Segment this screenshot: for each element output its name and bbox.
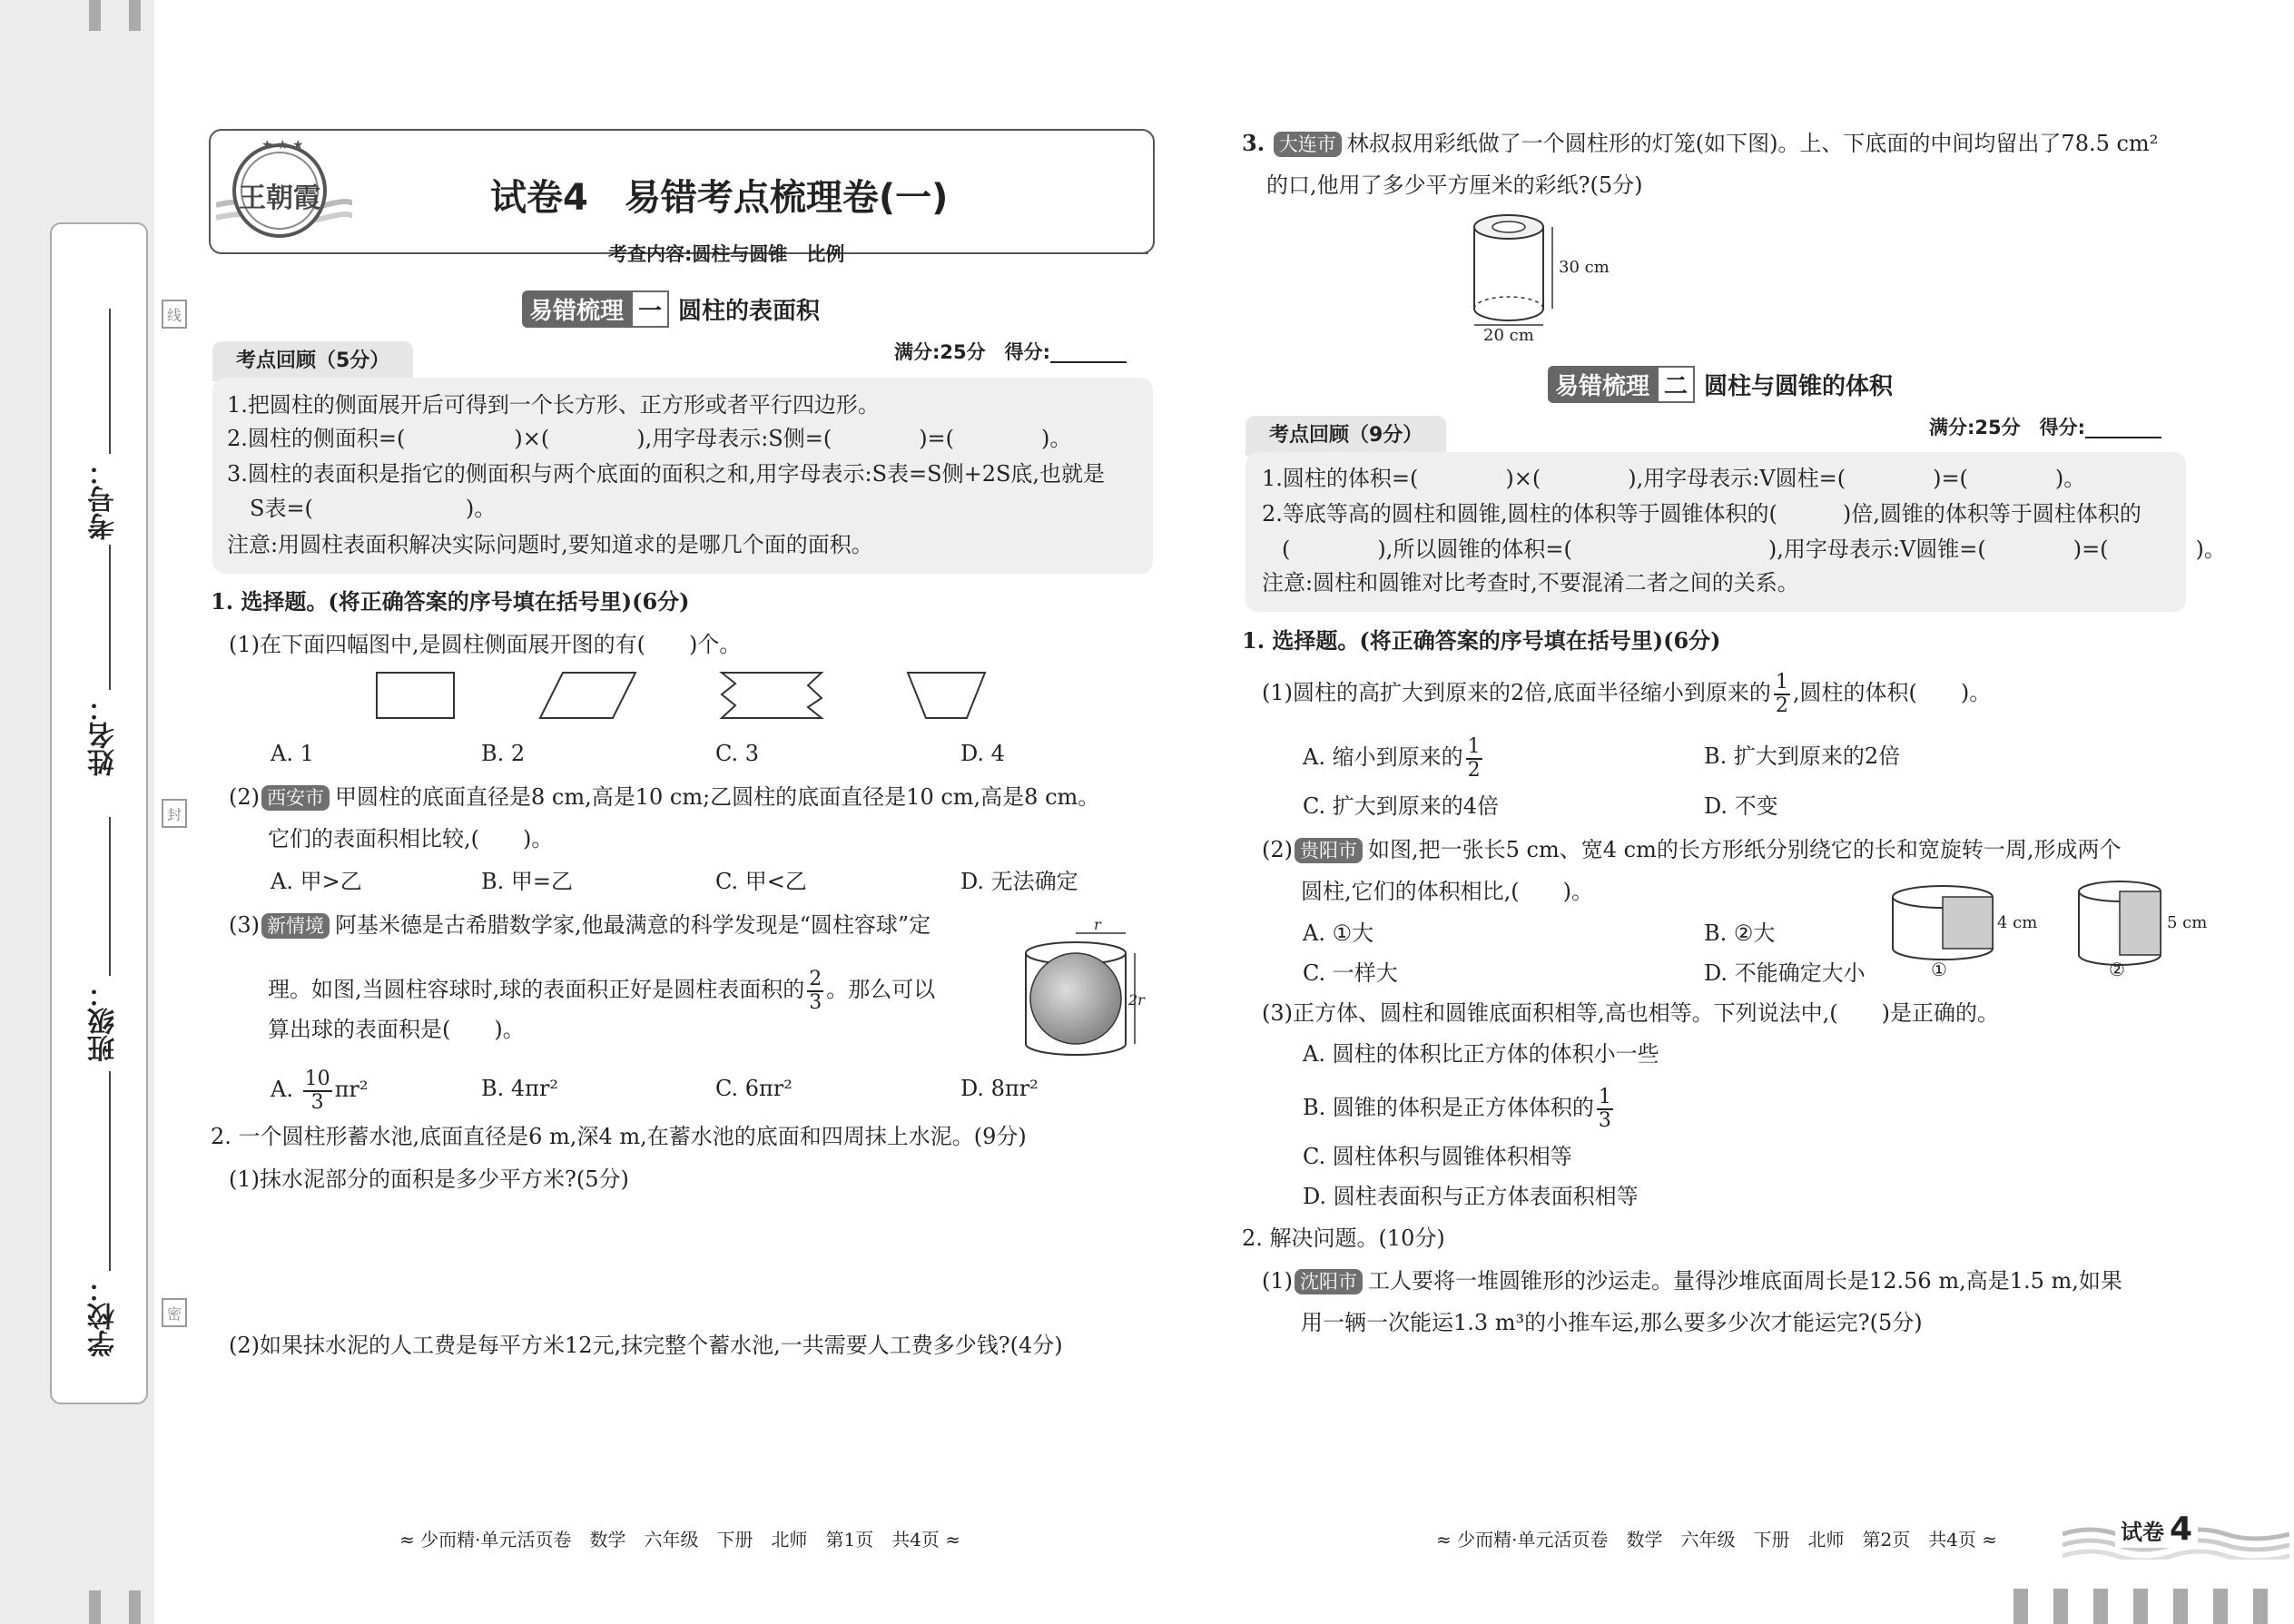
crop-mark	[129, 0, 141, 31]
fraction	[1597, 1087, 1613, 1132]
option[interactable]: C. 一样大	[1303, 960, 1398, 986]
cylinder-sphere-figure	[1021, 917, 1148, 1062]
question-text	[268, 962, 935, 1017]
numerator: 1	[1598, 1085, 1611, 1108]
question-text: (2) 西安市 甲圆柱的底面直径是8 cm,高是10 cm;乙圆柱的底面直径是10 cm,高是8 cm。	[229, 784, 1100, 810]
option[interactable]: D. 8πr²	[960, 1076, 1039, 1101]
option[interactable]: C. 圆柱体积与圆锥体积相等	[1303, 1144, 1572, 1169]
region-tag: 贵阳市	[1295, 838, 1363, 863]
option[interactable]: B. ②大	[1704, 920, 1776, 946]
option[interactable]: D. 圆柱表面积与正方体表面积相等	[1303, 1184, 1639, 1209]
crop-mark	[89, 1590, 101, 1624]
crop-mark	[129, 1590, 141, 1624]
review-tab: 考点回顾（9分）	[1245, 416, 1446, 456]
name-field[interactable]	[109, 545, 111, 690]
region-tag: 大连市	[1274, 132, 1342, 157]
page-title: 试卷4 易错考点梳理卷(一)	[490, 177, 949, 219]
question-text-a: 阿基米德是古希腊数学家,他最满意的科学发现是“圆柱容球”定	[335, 912, 931, 938]
radius-label: r	[1094, 917, 1101, 933]
option[interactable]: A. 1	[271, 741, 314, 766]
divider	[352, 252, 597, 254]
denominator: 3	[809, 990, 822, 1014]
option[interactable]	[1303, 730, 1485, 784]
text-part: (1)圆柱的高扩大到原来的2倍,底面半径缩小到原来的	[1262, 680, 1771, 705]
logo	[216, 134, 352, 243]
option[interactable]: C. 扩大到原来的4倍	[1303, 793, 1500, 819]
exam-number-field[interactable]	[109, 309, 111, 454]
numerator: 2	[809, 967, 822, 990]
numerator: 10	[304, 1067, 330, 1090]
score-line: 满分:25分 得分:________	[1929, 417, 2162, 438]
section-number: 二	[1657, 366, 1695, 403]
option[interactable]: B. 2	[481, 741, 526, 766]
seal-char: 封	[162, 799, 187, 828]
paper-badge-number: 4	[2170, 1511, 2193, 1548]
question-text-a: 工人要将一堆圆锥形的沙运走。量得沙堆底面周长是12.56 m,高是1.5 m,如果	[1368, 1268, 2122, 1294]
logo-text: 王朝霞	[239, 182, 320, 214]
text-part: 理。如图,当圆柱容球时,球的表面积正好是圆柱表面积的	[268, 977, 805, 1002]
section1-heading	[522, 290, 820, 328]
fraction	[1466, 736, 1482, 782]
denominator: 3	[310, 1090, 324, 1114]
rectangle-shape	[377, 673, 454, 718]
question-text-a: 甲圆柱的底面直径是8 cm,高是10 cm;乙圆柱的底面直径是10 cm,高是8 cm。	[335, 784, 1100, 810]
class-label: 班级：	[88, 980, 120, 1062]
question-stem: 2. 解决问题。(10分)	[1242, 1225, 1445, 1251]
review-note: 注意:圆柱和圆锥对比考查时,不要混淆二者之间的关系。	[1262, 570, 1799, 595]
question-text: (1)抹水泥部分的面积是多少平方米?(5分)	[229, 1166, 629, 1192]
question-text: 的口,他用了多少平方厘米的彩纸?(5分)	[1266, 172, 1643, 198]
review-item: 1.把圆柱的侧面展开后可得到一个长方形、正方形或者平行四边形。	[227, 392, 880, 418]
sphere-shape	[1030, 953, 1121, 1044]
question-text: (3)正方体、圆柱和圆锥底面积相等,高也相等。下列说法中,( )是正确的。	[1262, 1000, 1999, 1026]
text-part: ,圆柱的体积( )。	[1792, 680, 1992, 705]
review-item: 1.圆柱的体积=( )×( ),用字母表示:V圆柱=( )=( )。	[1262, 466, 2086, 491]
option[interactable]: B. 4πr²	[481, 1076, 559, 1101]
section-title: 圆柱与圆锥的体积	[1704, 373, 1894, 400]
review-note: 注意:用圆柱表面积解决实际问题时,要知道求的是哪几个面的面积。	[227, 532, 873, 557]
svg-text:★ ★ ★: ★ ★ ★	[261, 138, 304, 153]
review-item: 2.等底等高的圆柱和圆锥,圆柱的体积等于圆锥体积的( )倍,圆锥的体积等于圆柱体积的	[1262, 501, 2141, 527]
crop-mark	[89, 0, 101, 31]
crop-marks	[2013, 1589, 2294, 1624]
score-line: 满分:25分 得分:________	[894, 341, 1127, 363]
name-label: 姓名：	[88, 694, 120, 776]
length-label: 5 cm	[2167, 913, 2208, 932]
denominator: 2	[1775, 694, 1788, 717]
option[interactable]: C. 甲<乙	[715, 869, 807, 894]
question-text: (1)在下面四幅图中,是圆柱侧面展开图的有( )个。	[229, 632, 742, 657]
option[interactable]: C. 3	[715, 741, 760, 766]
option[interactable]: A. 圆柱的体积比正方体的体积小一些	[1303, 1041, 1659, 1067]
exam-number-label: 考号：	[88, 458, 120, 540]
section-badge: 易错梳理	[522, 290, 631, 328]
diameter-label: 20 cm	[1483, 326, 1534, 345]
question-text: (3) 新情境 阿基米德是古希腊数学家,他最满意的科学发现是“圆柱容球”定	[229, 912, 931, 938]
fraction	[1774, 672, 1790, 717]
section-title: 圆柱的表面积	[678, 298, 821, 325]
numerator: 1	[1775, 670, 1788, 694]
height-label: 30 cm	[1559, 258, 1610, 277]
option[interactable]: A. 甲>乙	[271, 869, 362, 894]
option[interactable]: C. 6πr²	[715, 1076, 793, 1101]
footer-right: ≈ 少而精·单元活页卷 数学 六年级 下册 北师 第2页 共4页 ≈	[1436, 1529, 1998, 1550]
question-stem: 1. 选择题。(将正确答案的序号填在括号里)(6分)	[211, 588, 690, 615]
option[interactable]: A. ①大	[1303, 920, 1374, 946]
zigzag-shape	[722, 673, 822, 718]
question-text: (2) 贵阳市 如图,把一张长5 cm、宽4 cm的长方形纸分别绕它的长和宽旋转一周,形成两个	[1262, 837, 2122, 862]
question-text: 它们的表面积相比较,( )。	[268, 826, 554, 851]
lantern-cylinder-figure	[1146, 209, 1654, 354]
paper-badge	[2115, 1511, 2198, 1548]
option[interactable]: D. 无法确定	[960, 869, 1078, 894]
figure-number: ①	[1931, 959, 1947, 980]
question-text: (1) 沈阳市 工人要将一堆圆锥形的沙运走。量得沙堆底面周长是12.56 m,高是1.5 m,如果	[1262, 1268, 2122, 1294]
option[interactable]: B. 甲=乙	[481, 869, 574, 894]
option-text: A. 缩小到原来的	[1303, 744, 1463, 770]
section-number: 一	[631, 290, 669, 328]
section2-heading	[1548, 366, 1893, 403]
region-tag: 西安市	[261, 785, 330, 811]
height-label: 2r	[1128, 991, 1145, 1009]
option[interactable]: D. 不变	[1704, 793, 1778, 819]
region-tag: 沈阳市	[1295, 1269, 1363, 1294]
question-text	[1262, 665, 1991, 720]
question-text: 3. 大连市 林叔叔用彩纸做了一个圆柱形的灯笼(如下图)。上、下底面的中间均留出了78.5 cm²	[1242, 130, 2159, 156]
net-shapes-figure	[363, 667, 1017, 726]
review-item: 3.圆柱的表面积是指它的侧面积与两个底面的面积之和,用字母表示:S表=S侧+2S底,也就是	[227, 461, 1106, 487]
option[interactable]: A. $\frac{10}{3}$ πr²	[271, 1067, 369, 1114]
rotation-cylinders-figure	[1884, 871, 2283, 980]
school-label: 学校：	[88, 1275, 120, 1357]
question-text-a: 林叔叔用彩纸做了一个圆柱形的灯笼(如下图)。上、下底面的中间均留出了78.5 cm²	[1346, 131, 2159, 156]
width-label: 4 cm	[1997, 913, 2038, 932]
fraction	[303, 1068, 332, 1114]
text-part: 。那么可以	[826, 977, 936, 1002]
review-item: S表=( )。	[250, 496, 497, 521]
seal-char: 线	[162, 300, 187, 329]
divider	[876, 252, 1148, 254]
denominator: 3	[1598, 1108, 1611, 1132]
question-text: 算出球的表面积是( )。	[268, 1017, 525, 1042]
review-item: 2.圆柱的侧面积=( )×( ),用字母表示:S侧=( )=( )。	[227, 426, 1072, 451]
option[interactable]	[1303, 1080, 1616, 1135]
option-text: πr²	[334, 1077, 369, 1102]
option[interactable]: D. 不能确定大小	[1704, 960, 1866, 986]
denominator: 2	[1467, 758, 1481, 782]
exam-subtitle: 考查内容:圆柱与圆锥 比例	[608, 243, 845, 265]
student-info-box	[50, 222, 148, 1404]
review-item: ( ),所以圆锥的体积=( ),用字母表示:V圆锥=( )=( )。	[1282, 536, 2226, 562]
seal-char: 密	[162, 1298, 187, 1327]
review-tab: 考点回顾（5分）	[212, 341, 413, 381]
option-text: B. 圆锥的体积是正方体体积的	[1303, 1095, 1594, 1120]
question-text: 圆柱,它们的体积相比,( )。	[1301, 879, 1593, 904]
school-field[interactable]	[109, 1071, 111, 1271]
fraction	[807, 969, 823, 1014]
context-tag: 新情境	[261, 913, 330, 939]
question-text: (2)如果抹水泥的人工费是每平方米12元,抹完整个蓄水池,一共需要人工费多少钱?(4分)	[229, 1333, 1063, 1358]
question-text-a: 如图,把一张长5 cm、宽4 cm的长方形纸分别绕它的长和宽旋转一周,形成两个	[1368, 837, 2122, 862]
figure-number: ②	[2109, 959, 2125, 980]
question-text: 用一辆一次能运1.3 m³的小推车运,那么要多少次才能运完?(5分)	[1301, 1310, 1923, 1335]
trapezoid-shape	[908, 673, 985, 718]
section-badge: 易错梳理	[1548, 366, 1657, 403]
question-stem: 1. 选择题。(将正确答案的序号填在括号里)(6分)	[1242, 627, 1721, 654]
option[interactable]: B. 扩大到原来的2倍	[1704, 743, 1901, 769]
question-stem: 2. 一个圆柱形蓄水池,底面直径是6 m,深4 m,在蓄水池的底面和四周抹上水泥。(9分)	[211, 1124, 1027, 1149]
parallelogram-shape	[540, 673, 635, 718]
class-field[interactable]	[109, 817, 111, 976]
footer-left: ≈ 少而精·单元活页卷 数学 六年级 下册 北师 第1页 共4页 ≈	[399, 1529, 961, 1550]
option[interactable]: D. 4	[960, 741, 1005, 766]
paper-badge-text: 试卷	[2121, 1520, 2164, 1545]
numerator: 1	[1467, 734, 1481, 758]
